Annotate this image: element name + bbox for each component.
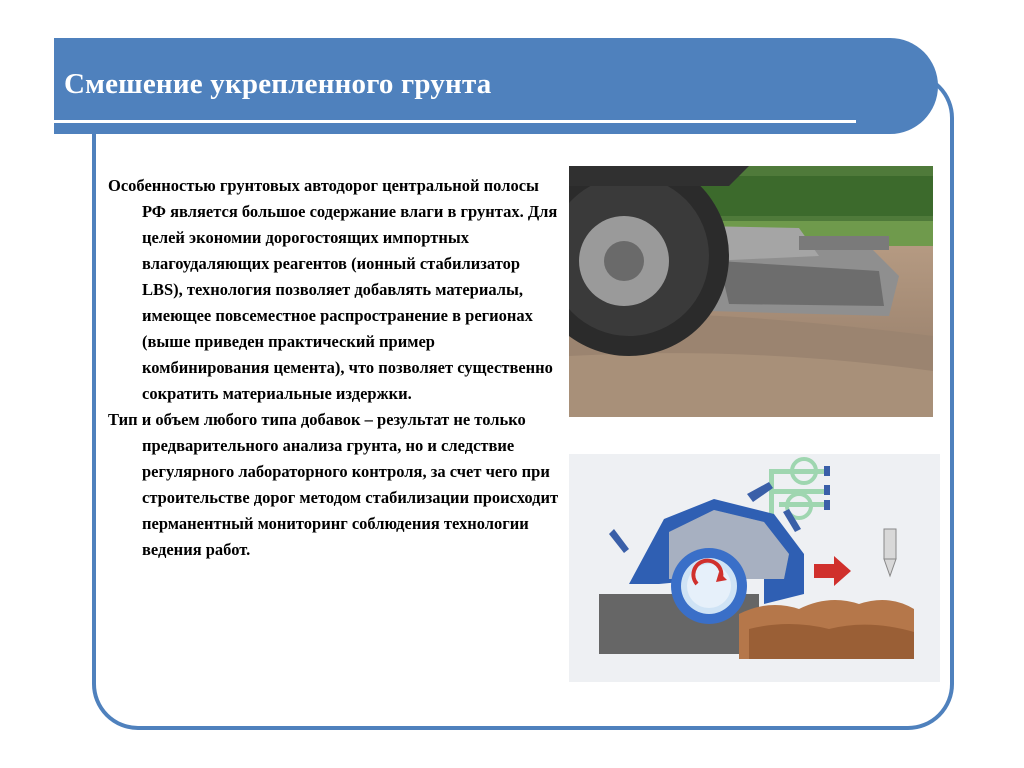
title-divider bbox=[54, 120, 856, 123]
text-content bbox=[108, 173, 563, 563]
slide-title: Смешение укрепленного грунта bbox=[64, 68, 492, 100]
tractor-photo bbox=[569, 166, 933, 417]
mixing-diagram-illustration bbox=[569, 454, 940, 682]
paragraph-additives: Тип и объем любого типа добавок – результат не только предварительного анализа грунта, но и следствие регулярного лабораторного контроля, за счет чего при строительстве дорог методом стабилизации происходит перманентный мониторинг соблюдения технологии ведения работ. bbox=[108, 410, 559, 559]
tractor-photo-illustration bbox=[569, 166, 933, 417]
paragraph-moisture: Особенностью грунтовых автодорог центральной полосы РФ является большое содержание влаги в грунтах. Для целей экономии дорогостоящих импортных влагоудаляющих реагентов (ионный стабилизатор LBS), технология позволяет добавлять материалы, имеющее повсеместное распространение в регионах (выше приведен практический пример комбинирования цемента), что позволяет существенно сократить материальные издержки. bbox=[108, 176, 558, 403]
mixing-diagram bbox=[569, 454, 940, 682]
